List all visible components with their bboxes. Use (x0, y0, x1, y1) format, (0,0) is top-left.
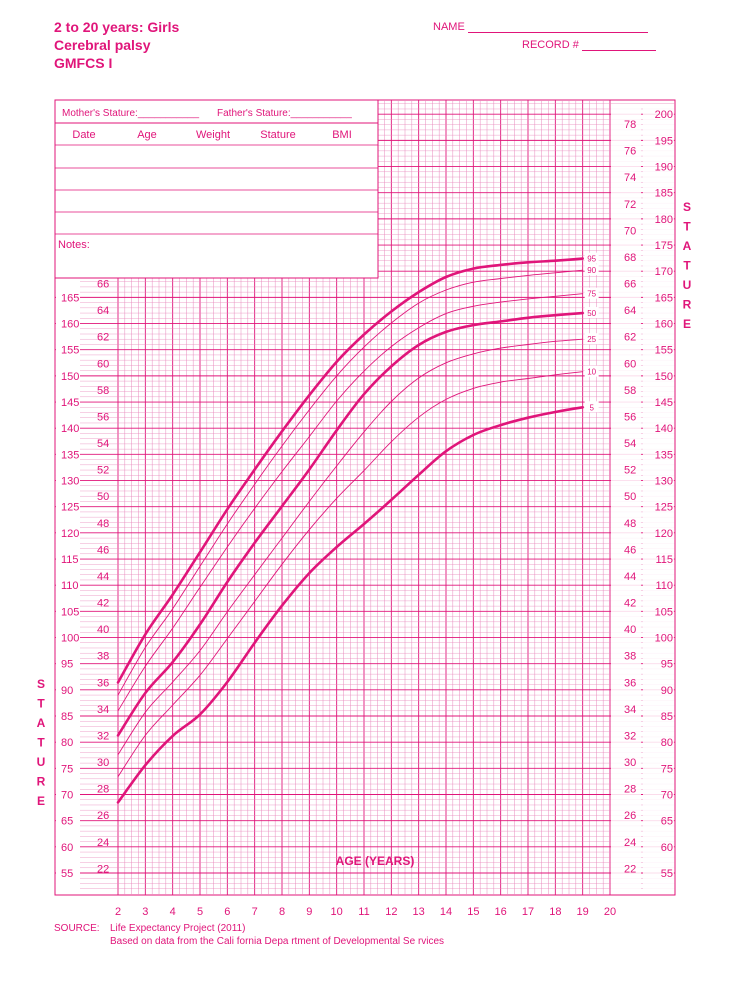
tick-label-in-left: 62 (97, 331, 110, 344)
tick-label-cm-right: 150 (654, 370, 673, 383)
tick-label-cm-right: 185 (654, 187, 673, 200)
tick-label-in-left: 40 (97, 624, 110, 637)
tick-label-age: 19 (576, 906, 589, 918)
tick-label-in-right: 36 (624, 677, 637, 690)
tick-label-age: 11 (358, 906, 370, 918)
tick-label-in-left: 24 (97, 836, 110, 849)
tick-label-cm-right: 160 (654, 318, 673, 331)
tick-label-cm-left: 110 (61, 580, 79, 593)
tick-label-in-left: 64 (97, 305, 110, 318)
tick-label-in-left: 50 (97, 491, 110, 504)
tick-label-cm-right: 200 (654, 109, 673, 122)
y-axis-title-right-letter: T (683, 219, 691, 234)
tick-label-in-left: 48 (97, 517, 110, 530)
name-label: NAME (433, 21, 465, 33)
tick-label-cm-left: 160 (61, 318, 80, 331)
column-date: Date (72, 129, 96, 141)
tick-label-cm-left: 95 (61, 658, 74, 671)
y-axis-title-left-letter: U (36, 755, 46, 769)
tick-label-cm-right: 75 (660, 763, 673, 776)
tick-label-in-right: 28 (624, 783, 637, 796)
tick-label-in-right: 30 (624, 757, 637, 770)
tick-label-in-left: 60 (97, 358, 110, 371)
y-axis-title-left-letter: R (36, 774, 46, 789)
chart-classification: GMFCS I (54, 55, 113, 71)
tick-label-in-left: 30 (97, 757, 110, 770)
source-label: SOURCE: (54, 923, 100, 934)
record-box (55, 100, 378, 278)
tick-label-age: 13 (412, 906, 425, 918)
mothers-stature-label: Mother's Stature:___________ (62, 108, 200, 119)
tick-label-cm-right: 110 (655, 580, 673, 593)
source-line-2: Based on data from the Cali fornia Depa rtment of Developmental Se rvices (110, 936, 445, 947)
tick-label-in-left: 34 (97, 703, 110, 716)
tick-label-in-left: 44 (97, 570, 110, 583)
tick-label-age: 3 (142, 906, 149, 918)
column-weight: Weight (195, 129, 231, 141)
tick-label-in-left: 46 (97, 544, 110, 557)
tick-label-cm-right: 195 (654, 135, 673, 148)
tick-label-in-right: 42 (624, 597, 637, 610)
y-axis-title-left-letter: S (36, 677, 46, 691)
tick-label-cm-left: 75 (61, 763, 74, 776)
tick-label-cm-right: 80 (660, 737, 673, 750)
tick-label-age: 14 (439, 906, 453, 918)
tick-label-in-right: 66 (624, 278, 637, 291)
column-age: Age (137, 129, 157, 141)
tick-label-in-right: 70 (624, 225, 637, 238)
tick-label-cm-right: 190 (654, 161, 673, 174)
tick-label-cm-right: 115 (655, 554, 673, 567)
tick-label-age: 4 (169, 906, 176, 918)
tick-label-age: 8 (278, 906, 286, 918)
tick-label-cm-left: 155 (61, 344, 80, 357)
chart-subtitle: Cerebral palsy (54, 37, 151, 53)
tick-label-in-right: 24 (624, 836, 637, 849)
tick-label-in-right: 40 (624, 624, 637, 637)
tick-label-cm-left: 135 (61, 449, 80, 462)
tick-label-age: 18 (549, 906, 562, 918)
tick-label-cm-left: 100 (61, 632, 80, 645)
column-bmi: BMI (332, 129, 352, 141)
curve-label-10: 10 (587, 367, 597, 377)
tick-label-in-right: 64 (624, 305, 637, 318)
y-axis-title-right-letter: E (682, 317, 692, 331)
tick-label-cm-left: 125 (61, 501, 80, 514)
tick-label-in-right: 34 (624, 703, 637, 716)
tick-label-in-right: 78 (624, 119, 637, 132)
tick-label-cm-left: 90 (61, 684, 74, 697)
tick-label-cm-left: 140 (61, 423, 80, 436)
tick-label-cm-left: 115 (61, 554, 79, 567)
tick-label-in-right: 50 (624, 491, 637, 504)
tick-label-in-right: 60 (624, 358, 637, 371)
tick-label-cm-right: 120 (654, 527, 673, 540)
curve-label-5: 5 (589, 403, 594, 413)
tick-label-cm-left: 60 (61, 841, 74, 854)
y-axis-title-left-letter: A (36, 716, 46, 730)
tick-label-in-right: 58 (624, 384, 637, 397)
tick-label-age: 20 (603, 906, 617, 918)
tick-label-in-right: 32 (624, 730, 637, 743)
tick-label-in-right: 74 (624, 172, 637, 185)
y-axis-title-left-letter: T (37, 735, 45, 750)
tick-label-age: 12 (385, 906, 398, 918)
tick-label-age: 5 (196, 906, 204, 918)
tick-label-cm-right: 170 (654, 266, 673, 279)
tick-label-in-left: 54 (97, 438, 110, 451)
tick-label-cm-left: 145 (61, 397, 80, 410)
fathers-stature-label: Father's Stature:___________ (217, 108, 352, 119)
tick-label-in-right: 46 (624, 544, 637, 557)
tick-label-cm-right: 100 (654, 632, 673, 645)
record-box-frame (55, 100, 378, 278)
tick-label-cm-right: 180 (654, 213, 673, 226)
tick-label-cm-right: 65 (660, 815, 673, 828)
tick-label-in-right: 56 (624, 411, 637, 424)
y-axis-title-left-letter: E (36, 794, 46, 808)
tick-label-age: 16 (494, 906, 507, 918)
tick-label-cm-right: 175 (654, 240, 673, 253)
tick-label-cm-left: 85 (61, 711, 74, 724)
tick-label-cm-right: 145 (654, 397, 673, 410)
curve-label-95: 95 (587, 254, 597, 264)
tick-label-in-left: 28 (97, 783, 110, 796)
tick-label-cm-right: 165 (654, 292, 673, 305)
source-note (54, 922, 444, 948)
tick-label-in-right: 72 (624, 198, 637, 211)
tick-label-cm-right: 135 (654, 449, 673, 462)
tick-label-age: 17 (521, 906, 535, 918)
y-axis-title-right-letter: R (682, 297, 692, 312)
tick-label-in-left: 58 (97, 384, 110, 397)
tick-label-cm-right: 85 (660, 711, 673, 724)
tick-label-in-left: 22 (97, 863, 110, 876)
tick-label-in-right: 22 (624, 863, 637, 876)
y-axis-title-right-letter: S (682, 200, 692, 214)
tick-label-cm-right: 105 (654, 606, 673, 619)
tick-label-in-left: 26 (97, 810, 110, 823)
tick-label-cm-right: 90 (660, 684, 673, 697)
tick-label-in-left: 66 (97, 278, 110, 291)
tick-label-cm-right: 140 (654, 423, 673, 436)
tick-label-cm-right: 60 (660, 841, 673, 854)
tick-label-cm-right: 130 (654, 475, 673, 488)
y-axis-title-right-letter: A (682, 239, 692, 253)
tick-label-in-left: 52 (97, 464, 110, 477)
tick-label-age: 15 (467, 906, 480, 918)
tick-label-in-right: 62 (624, 331, 637, 344)
tick-label-in-right: 26 (624, 810, 637, 823)
tick-label-age: 2 (114, 906, 122, 918)
record-label: RECORD # (522, 39, 579, 51)
tick-label-in-right: 54 (624, 438, 637, 451)
tick-label-in-left: 42 (97, 597, 110, 610)
tick-label-cm-left: 130 (61, 475, 80, 488)
tick-label-cm-left: 65 (61, 815, 74, 828)
notes-label: Notes: (58, 239, 90, 251)
tick-label-cm-left: 80 (61, 737, 74, 750)
tick-label-cm-right: 125 (654, 501, 673, 514)
tick-label-in-right: 38 (624, 650, 637, 663)
tick-label-age: 10 (330, 906, 343, 918)
tick-label-in-right: 48 (624, 517, 637, 530)
chart-title: 2 to 20 years: Girls (54, 19, 180, 35)
tick-label-in-right: 44 (624, 570, 637, 583)
source-line-1: Life Expectancy Project (2011) (110, 923, 246, 934)
tick-label-cm-right: 55 (660, 868, 673, 880)
tick-label-cm-left: 165 (61, 292, 80, 305)
column-stature: Stature (260, 129, 296, 141)
tick-label-in-left: 56 (97, 411, 110, 424)
curve-label-25: 25 (587, 335, 597, 345)
y-axis-title-left-letter: T (37, 696, 45, 711)
tick-label-cm-left: 150 (61, 370, 80, 383)
tick-label-cm-left: 120 (61, 527, 80, 540)
tick-label-age: 7 (251, 906, 258, 918)
curve-label-50: 50 (587, 309, 597, 319)
tick-label-cm-left: 105 (61, 606, 80, 619)
curve-label-75: 75 (587, 289, 597, 299)
tick-label-cm-right: 155 (654, 344, 673, 357)
tick-label-in-left: 36 (97, 677, 110, 690)
y-axis-title-right-letter: T (683, 258, 691, 273)
tick-label-age: 9 (306, 906, 313, 918)
x-axis-title: AGE (YEARS) (335, 854, 415, 868)
tick-label-cm-left: 55 (61, 868, 74, 880)
tick-label-in-left: 32 (97, 730, 110, 743)
tick-label-in-right: 76 (624, 145, 637, 158)
tick-label-in-right: 52 (624, 464, 637, 477)
tick-label-age: 6 (224, 906, 231, 918)
curve-label-90: 90 (587, 266, 597, 276)
y-axis-title-right-letter: U (682, 278, 692, 292)
tick-label-cm-left: 70 (61, 789, 74, 802)
tick-label-in-left: 38 (97, 650, 110, 663)
tick-label-cm-right: 70 (660, 789, 673, 802)
tick-label-in-right: 68 (624, 251, 637, 264)
tick-label-cm-right: 95 (660, 658, 673, 671)
